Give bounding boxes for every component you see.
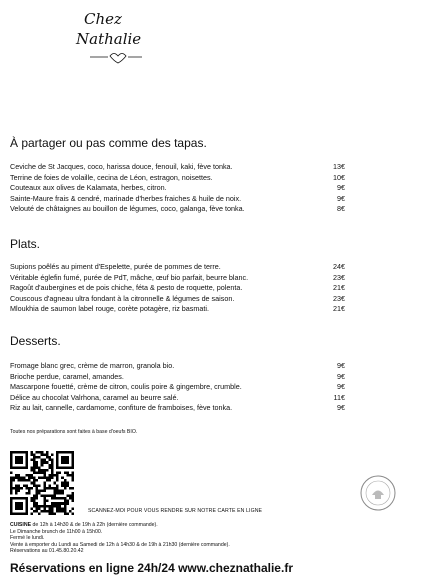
item-name: Terrine de foies de volaille, cecina de Léon, estragon, noisettes.	[10, 172, 213, 182]
heart-icon	[110, 54, 126, 64]
item-price: 21€	[333, 283, 345, 293]
section-title-tapas: À partager ou pas comme des tapas.	[10, 136, 207, 150]
menu-item	[10, 194, 345, 205]
menu-item	[10, 283, 345, 294]
menu-item	[10, 403, 345, 414]
menu-item	[10, 382, 345, 393]
menu-item	[10, 183, 345, 194]
item-name: Mloukhia de saumon label rouge, corète potagère, riz basmati.	[10, 304, 209, 314]
section-title-desserts: Desserts.	[10, 334, 61, 348]
brunch-hours: Le Dimanche brunch de 11h00 à 15h00.	[10, 528, 103, 535]
item-price: 8€	[337, 204, 345, 214]
item-price: 24€	[333, 262, 345, 271]
item-name: Ragoût d'aubergines et de pois chiche, féta & pesto de roquette, polenta.	[10, 283, 243, 293]
item-name: Véritable églefin fumé, purée de PdT, mâche, œuf bio parfait, beurre blanc.	[10, 272, 249, 282]
tapas-list	[10, 162, 345, 215]
takeaway-hours: Vente à emporter du Lundi au Samedi de 12h à 14h30 & de 19h à 21h30 (dernière commande).	[10, 541, 230, 548]
item-price: 9€	[337, 193, 345, 203]
item-price: 9€	[337, 382, 345, 392]
menu-item	[10, 162, 345, 173]
menu-item	[10, 372, 345, 383]
menu-item	[10, 262, 345, 273]
item-name: Délice au chocolat Valrhona, caramel au beurre salé.	[10, 392, 179, 402]
plats-list	[10, 262, 345, 315]
item-price: 11€	[333, 392, 345, 402]
desserts-list	[10, 361, 345, 414]
menu-item	[10, 393, 345, 404]
bio-eggs-note: Toutes nos préparations sont faites à base d'oeufs BIO.	[10, 429, 138, 435]
item-price: 23€	[333, 272, 345, 282]
opening-info	[10, 522, 230, 555]
logo-line2: Nathalie	[76, 30, 142, 48]
cuisine-label: CUISINE	[10, 522, 32, 528]
restaurant-logo	[70, 2, 160, 64]
item-name: Riz au lait, cannelle, cardamome, confiture de framboises, fève tonka.	[10, 403, 233, 413]
item-name: Fromage blanc grec, crème de marron, granola bio.	[10, 361, 175, 370]
cuisine-hours: de 12h à 14h30 & de 19h à 22h (dernière commande).	[31, 522, 158, 528]
item-price: 9€	[337, 371, 345, 381]
item-price: 23€	[333, 293, 345, 303]
phone-reservations: Réservations au 01.45.80.20.42	[10, 548, 84, 555]
qr-code-icon	[10, 451, 74, 515]
item-name: Velouté de châtaignes au bouillon de légumes, coco, galanga, fève tonka.	[10, 204, 245, 214]
item-price: 21€	[333, 304, 345, 314]
online-reservations-link[interactable]: Réservations en ligne 24h/24 www.cheznathalie.fr	[10, 561, 293, 575]
item-price: 13€	[333, 162, 345, 171]
scan-instruction: SCANNEZ-MOI POUR VOUS RENDRE SUR NOTRE CARTE EN LIGNE	[88, 508, 263, 514]
item-name: Sainte-Maure frais & cendré, marinade d'herbes fraiches & huile de noix.	[10, 193, 242, 203]
qr-code[interactable]	[10, 451, 74, 515]
item-name: Mascarpone fouetté, crème de citron, coulis poire & gingembre, crumble.	[10, 382, 242, 392]
menu-item	[10, 173, 345, 184]
menu-item	[10, 361, 345, 372]
certification-seal	[359, 474, 397, 512]
item-name: Brioche perdue, caramel, amandes.	[10, 371, 124, 381]
section-title-plats: Plats.	[10, 237, 41, 251]
item-price: 9€	[337, 361, 345, 370]
item-name: Couteaux aux olives de Kalamata, herbes, citron.	[10, 183, 167, 193]
item-name: Ceviche de St Jacques, coco, harissa douce, fenouil, kaki, fève tonka.	[10, 162, 233, 171]
item-price: 10€	[333, 172, 345, 182]
seal-icon	[359, 474, 397, 512]
item-name: Supions poêlés au piment d'Espelette, purée de pommes de terre.	[10, 262, 221, 271]
item-price: 9€	[337, 183, 345, 193]
closed-day: Fermé le lundi.	[10, 535, 45, 542]
handwritten-logo	[70, 2, 160, 64]
menu-item	[10, 204, 345, 215]
logo-line1: Chez	[84, 10, 122, 28]
menu-item	[10, 273, 345, 284]
item-name: Couscous d'agneau ultra fondant à la citronnelle & légumes de saison.	[10, 293, 235, 303]
menu-item	[10, 294, 345, 305]
menu-item	[10, 304, 345, 315]
item-price: 9€	[337, 403, 345, 413]
